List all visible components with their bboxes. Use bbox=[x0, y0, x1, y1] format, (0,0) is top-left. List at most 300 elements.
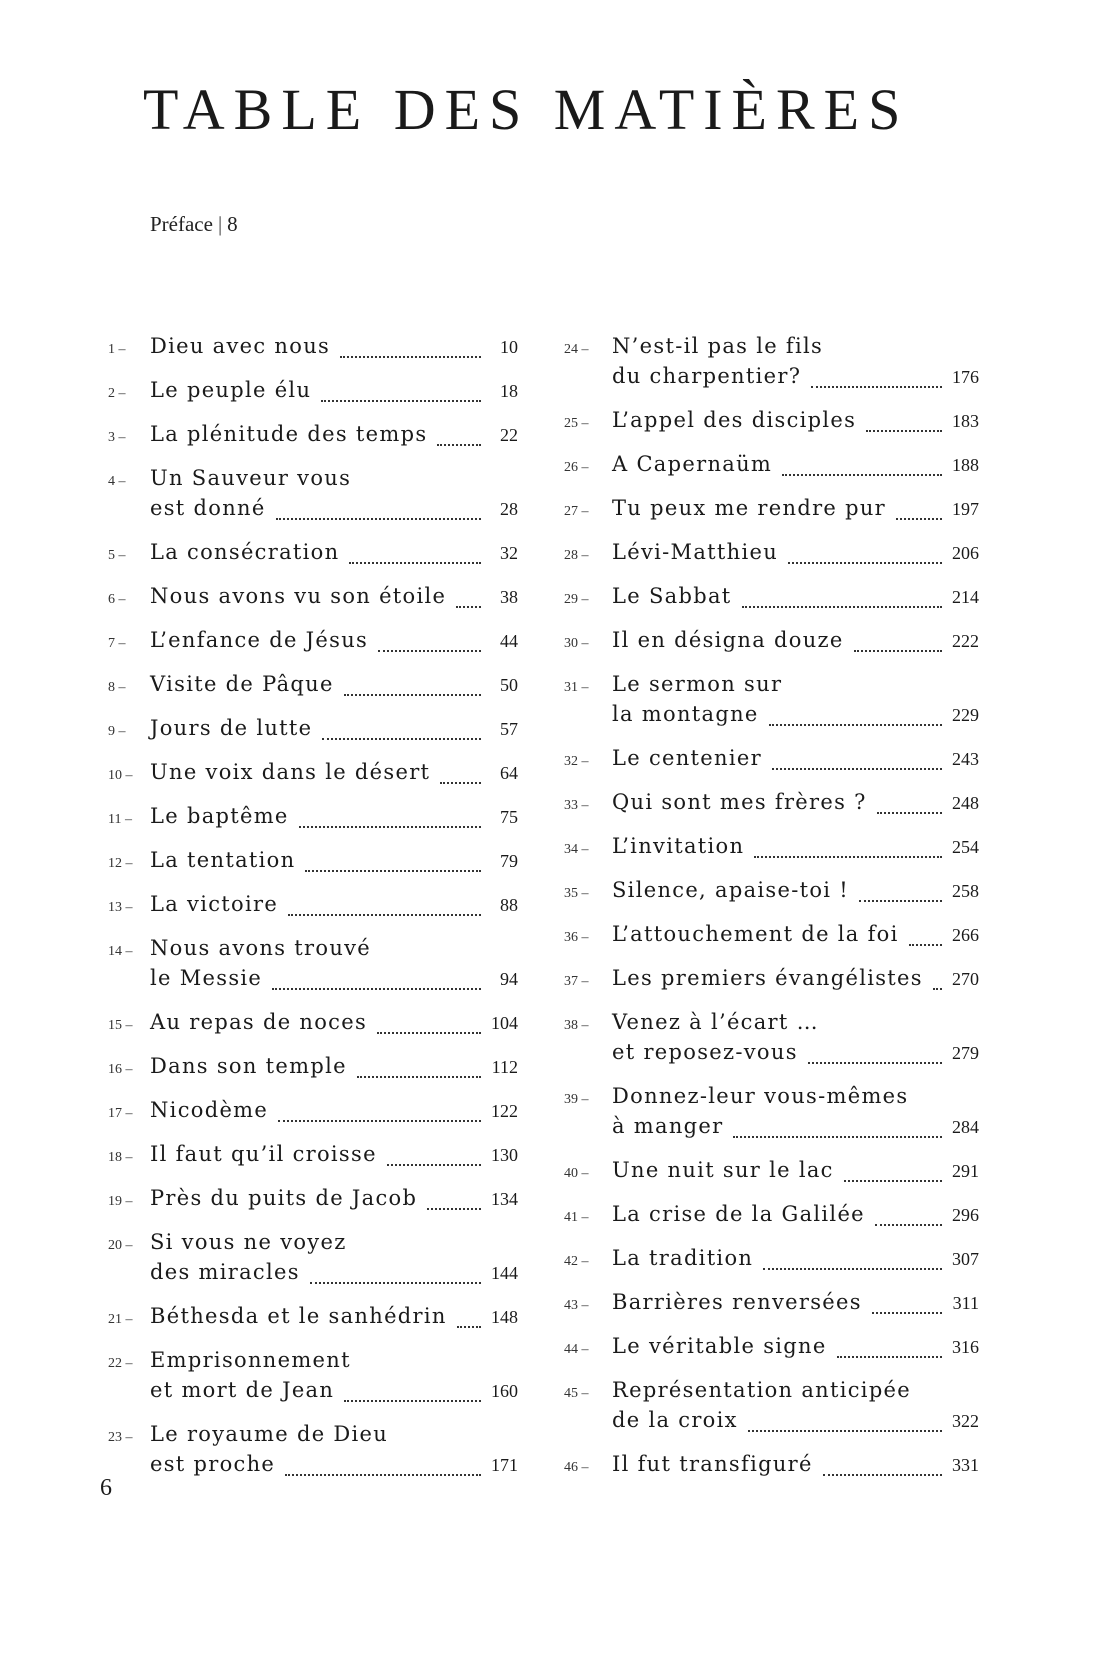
chapter-number: 24 – bbox=[564, 342, 589, 357]
dot-leader bbox=[349, 556, 481, 564]
toc-entry bbox=[564, 1084, 979, 1144]
chapter-title: est proche bbox=[150, 1452, 276, 1476]
chapter-page: 254 bbox=[952, 837, 979, 857]
toc-entry bbox=[564, 408, 979, 438]
toc-entry bbox=[108, 760, 518, 790]
dot-leader bbox=[377, 1026, 481, 1034]
chapter-title: est donné bbox=[150, 496, 266, 520]
toc-entry bbox=[564, 790, 979, 820]
toc-entry bbox=[564, 1158, 979, 1188]
toc-entry-line bbox=[564, 1452, 979, 1482]
toc-entry-line bbox=[108, 1186, 518, 1216]
chapter-title: Un Sauveur vous bbox=[150, 466, 352, 490]
dot-leader bbox=[772, 762, 942, 770]
toc-entry-line bbox=[108, 1348, 518, 1378]
chapter-page: 258 bbox=[952, 881, 979, 901]
chapter-number: 3 – bbox=[108, 430, 126, 445]
chapter-title: Le sermon sur bbox=[612, 672, 783, 696]
dot-leader bbox=[788, 556, 942, 564]
chapter-page: 316 bbox=[952, 1337, 979, 1357]
chapter-title: Barrières renversées bbox=[612, 1290, 862, 1314]
chapter-title: A Capernaüm bbox=[612, 452, 773, 476]
toc-entry bbox=[108, 466, 518, 526]
toc-entry bbox=[564, 334, 979, 394]
chapter-number: 15 – bbox=[108, 1018, 133, 1033]
chapter-number: 1 – bbox=[108, 342, 126, 357]
toc-entry bbox=[564, 1246, 979, 1276]
chapter-title: Le baptême bbox=[150, 804, 289, 828]
dot-leader bbox=[378, 644, 481, 652]
toc-entry-line bbox=[108, 892, 518, 922]
dot-leader bbox=[321, 394, 481, 402]
toc-entry-line bbox=[564, 1290, 979, 1320]
toc-entry-line bbox=[108, 1010, 518, 1040]
toc-entry bbox=[564, 1010, 979, 1070]
toc-entry bbox=[564, 834, 979, 864]
page-number: 6 bbox=[100, 1475, 112, 1501]
toc-entry bbox=[108, 804, 518, 834]
chapter-title: Le véritable signe bbox=[612, 1334, 827, 1358]
chapter-title: Le royaume de Dieu bbox=[150, 1422, 389, 1446]
chapter-number: 12 – bbox=[108, 856, 133, 871]
toc-entry-line bbox=[108, 1304, 518, 1334]
chapter-number: 10 – bbox=[108, 768, 133, 783]
chapter-page: 148 bbox=[491, 1307, 518, 1327]
chapter-page: 160 bbox=[491, 1381, 518, 1401]
toc-entry-line bbox=[564, 672, 979, 702]
dot-leader bbox=[272, 982, 481, 990]
chapter-page: 144 bbox=[491, 1263, 518, 1283]
dot-leader bbox=[769, 718, 942, 726]
dot-leader bbox=[754, 850, 942, 858]
chapter-title: L’attouchement de la foi bbox=[612, 922, 899, 946]
dot-leader bbox=[733, 1130, 942, 1138]
chapter-page: 331 bbox=[952, 1455, 979, 1475]
toc-entry bbox=[108, 1186, 518, 1216]
chapter-page: 222 bbox=[952, 631, 979, 651]
chapter-number: 7 – bbox=[108, 636, 126, 651]
dot-leader bbox=[808, 1056, 942, 1064]
dot-leader bbox=[877, 806, 942, 814]
chapter-page: 291 bbox=[952, 1161, 979, 1181]
chapter-number: 34 – bbox=[564, 842, 589, 857]
toc-entry-line bbox=[564, 1010, 979, 1040]
chapter-title: L’invitation bbox=[612, 834, 745, 858]
chapter-page: 64 bbox=[500, 763, 518, 783]
chapter-number: 6 – bbox=[108, 592, 126, 607]
chapter-title: L’enfance de Jésus bbox=[150, 628, 369, 652]
toc-entry bbox=[564, 1334, 979, 1364]
chapter-number: 44 – bbox=[564, 1342, 589, 1357]
dot-leader bbox=[854, 644, 942, 652]
dot-leader bbox=[811, 380, 942, 388]
dot-leader bbox=[837, 1350, 942, 1358]
chapter-page: 134 bbox=[491, 1189, 518, 1209]
chapter-page: 243 bbox=[952, 749, 979, 769]
toc-entry-line bbox=[564, 628, 979, 658]
chapter-title: de la croix bbox=[612, 1408, 738, 1432]
toc-entry bbox=[564, 1290, 979, 1320]
dot-leader bbox=[859, 894, 942, 902]
toc-entry-line bbox=[108, 378, 518, 408]
dot-leader bbox=[357, 1070, 481, 1078]
chapter-title: des miracles bbox=[150, 1260, 300, 1284]
dot-leader bbox=[310, 1276, 481, 1284]
dot-leader bbox=[285, 1468, 481, 1476]
chapter-page: 130 bbox=[491, 1145, 518, 1165]
chapter-title: et reposez-vous bbox=[612, 1040, 798, 1064]
chapter-page: 75 bbox=[500, 807, 518, 827]
chapter-title: du charpentier? bbox=[612, 364, 802, 388]
chapter-number: 22 – bbox=[108, 1356, 133, 1371]
dot-leader bbox=[322, 732, 481, 740]
toc-entry-line bbox=[108, 466, 518, 496]
chapter-number: 17 – bbox=[108, 1106, 133, 1121]
chapter-page: 229 bbox=[952, 705, 979, 725]
chapter-title: Une voix dans le désert bbox=[150, 760, 431, 784]
toc-entry bbox=[108, 892, 518, 922]
toc-entry-line bbox=[108, 966, 518, 996]
toc-entry-line bbox=[108, 1422, 518, 1452]
chapter-title: Il faut qu’il croisse bbox=[150, 1142, 377, 1166]
chapter-title: Lévi-Matthieu bbox=[612, 540, 779, 564]
toc-entry bbox=[564, 452, 979, 482]
toc-entry bbox=[564, 922, 979, 952]
toc-entry-line bbox=[564, 966, 979, 996]
toc-entry bbox=[108, 716, 518, 746]
dot-leader bbox=[457, 1320, 481, 1328]
toc-entry bbox=[108, 1348, 518, 1408]
dot-leader bbox=[276, 512, 481, 520]
toc-entry bbox=[108, 1304, 518, 1334]
chapter-title: La crise de la Galilée bbox=[612, 1202, 865, 1226]
toc-entry-line bbox=[108, 334, 518, 364]
toc-entry-line bbox=[564, 334, 979, 364]
chapter-page: 22 bbox=[500, 425, 518, 445]
dot-leader bbox=[288, 908, 481, 916]
chapter-title: la montagne bbox=[612, 702, 759, 726]
chapter-title: Le peuple élu bbox=[150, 378, 312, 402]
chapter-title: La tentation bbox=[150, 848, 296, 872]
chapter-title: Dieu avec nous bbox=[150, 334, 331, 358]
dot-leader bbox=[344, 1394, 481, 1402]
chapter-number: 4 – bbox=[108, 474, 126, 489]
chapter-number: 23 – bbox=[108, 1430, 133, 1445]
chapter-number: 33 – bbox=[564, 798, 589, 813]
toc-entry-line bbox=[564, 1202, 979, 1232]
toc-entry-line bbox=[108, 628, 518, 658]
toc-entry-line bbox=[564, 540, 979, 570]
toc-entry-line bbox=[108, 540, 518, 570]
chapter-title: Près du puits de Jacob bbox=[150, 1186, 418, 1210]
chapter-number: 14 – bbox=[108, 944, 133, 959]
toc-entry-line bbox=[108, 1054, 518, 1084]
chapter-title: Il en désigna douze bbox=[612, 628, 844, 652]
toc-entry bbox=[564, 584, 979, 614]
toc-entry bbox=[108, 672, 518, 702]
toc-entry bbox=[108, 1098, 518, 1128]
chapter-number: 5 – bbox=[108, 548, 126, 563]
chapter-number: 42 – bbox=[564, 1254, 589, 1269]
toc-entry-line bbox=[108, 936, 518, 966]
dot-leader bbox=[305, 864, 481, 872]
chapter-page: 44 bbox=[500, 631, 518, 651]
chapter-number: 2 – bbox=[108, 386, 126, 401]
chapter-number: 11 – bbox=[108, 812, 132, 827]
chapter-title: à manger bbox=[612, 1114, 724, 1138]
chapter-title: Les premiers évangélistes bbox=[612, 966, 923, 990]
chapter-number: 19 – bbox=[108, 1194, 133, 1209]
toc-entry bbox=[108, 1054, 518, 1084]
preface-label: Préface bbox=[150, 212, 213, 236]
preface-entry bbox=[150, 212, 238, 237]
dot-leader bbox=[440, 776, 481, 784]
toc-entry bbox=[108, 584, 518, 614]
chapter-page: 183 bbox=[952, 411, 979, 431]
chapter-title: Nous avons vu son étoile bbox=[150, 584, 447, 608]
chapter-title: La tradition bbox=[612, 1246, 754, 1270]
dot-leader bbox=[742, 600, 943, 608]
chapter-title: Au repas de noces bbox=[150, 1010, 368, 1034]
toc-entry-line bbox=[564, 1334, 979, 1364]
toc-entry-line bbox=[564, 878, 979, 908]
chapter-number: 26 – bbox=[564, 460, 589, 475]
chapter-title: Donnez-leur vous-mêmes bbox=[612, 1084, 909, 1108]
toc-entry-line bbox=[564, 1084, 979, 1114]
toc-entry bbox=[564, 966, 979, 996]
toc-left-column bbox=[108, 334, 518, 1496]
dot-leader bbox=[823, 1468, 942, 1476]
dot-leader bbox=[437, 438, 481, 446]
dot-leader bbox=[340, 350, 481, 358]
chapter-title: Béthesda et le sanhédrin bbox=[150, 1304, 447, 1328]
chapter-title: Jours de lutte bbox=[150, 716, 313, 740]
toc-entry bbox=[108, 334, 518, 364]
chapter-number: 36 – bbox=[564, 930, 589, 945]
chapter-number: 27 – bbox=[564, 504, 589, 519]
toc-entry-line bbox=[108, 848, 518, 878]
chapter-page: 296 bbox=[952, 1205, 979, 1225]
chapter-title: Qui sont mes frères ? bbox=[612, 790, 867, 814]
chapter-title: Tu peux me rendre pur bbox=[612, 496, 887, 520]
chapter-page: 28 bbox=[500, 499, 518, 519]
toc-entry-line bbox=[108, 584, 518, 614]
toc-entry-line bbox=[108, 672, 518, 702]
chapter-title: Venez à l’écart … bbox=[612, 1010, 819, 1034]
toc-entry-line bbox=[564, 1040, 979, 1070]
chapter-page: 322 bbox=[952, 1411, 979, 1431]
chapter-page: 10 bbox=[500, 337, 518, 357]
chapter-number: 38 – bbox=[564, 1018, 589, 1033]
toc-entry-line bbox=[564, 1158, 979, 1188]
chapter-page: 171 bbox=[491, 1455, 518, 1475]
dot-leader bbox=[875, 1218, 942, 1226]
toc-entry bbox=[564, 1452, 979, 1482]
chapter-title: Représentation anticipée bbox=[612, 1378, 912, 1402]
toc-entry-line bbox=[564, 364, 979, 394]
chapter-number: 18 – bbox=[108, 1150, 133, 1165]
toc-entry-line bbox=[564, 702, 979, 732]
chapter-page: 104 bbox=[491, 1013, 518, 1033]
toc-entry-line bbox=[108, 804, 518, 834]
toc-entry bbox=[108, 628, 518, 658]
chapter-number: 41 – bbox=[564, 1210, 589, 1225]
chapter-number: 35 – bbox=[564, 886, 589, 901]
chapter-title: Le centenier bbox=[612, 746, 762, 770]
chapter-title: La consécration bbox=[150, 540, 340, 564]
toc-entry-line bbox=[108, 760, 518, 790]
dot-leader bbox=[278, 1114, 481, 1122]
toc-entry-line bbox=[564, 922, 979, 952]
chapter-page: 188 bbox=[952, 455, 979, 475]
chapter-page: 88 bbox=[500, 895, 518, 915]
chapter-title: Emprisonnement bbox=[150, 1348, 351, 1372]
chapter-title: et mort de Jean bbox=[150, 1378, 335, 1402]
toc-entry bbox=[108, 540, 518, 570]
chapter-page: 32 bbox=[500, 543, 518, 563]
dot-leader bbox=[763, 1262, 942, 1270]
chapter-number: 43 – bbox=[564, 1298, 589, 1313]
toc-entry bbox=[564, 540, 979, 570]
page-title: TABLE DES MATIÈRES bbox=[143, 77, 910, 142]
chapter-number: 8 – bbox=[108, 680, 126, 695]
dot-leader bbox=[782, 468, 942, 476]
chapter-number: 30 – bbox=[564, 636, 589, 651]
chapter-page: 57 bbox=[500, 719, 518, 739]
chapter-page: 248 bbox=[952, 793, 979, 813]
dot-leader bbox=[427, 1202, 481, 1210]
toc-entry bbox=[564, 496, 979, 526]
toc-entry-line bbox=[108, 1260, 518, 1290]
chapter-title: Si vous ne voyez bbox=[150, 1230, 347, 1254]
chapter-title: Le Sabbat bbox=[612, 584, 732, 608]
chapter-title: le Messie bbox=[150, 966, 263, 990]
chapter-title: Nicodème bbox=[150, 1098, 269, 1122]
dot-leader bbox=[866, 424, 942, 432]
toc-entry-line bbox=[564, 584, 979, 614]
chapter-page: 38 bbox=[500, 587, 518, 607]
chapter-number: 9 – bbox=[108, 724, 126, 739]
dot-leader bbox=[896, 512, 942, 520]
dot-leader bbox=[299, 820, 481, 828]
toc-entry bbox=[564, 878, 979, 908]
dot-leader bbox=[748, 1424, 942, 1432]
chapter-title: Il fut transfiguré bbox=[612, 1452, 813, 1476]
toc-right-column bbox=[564, 334, 979, 1496]
chapter-title: La plénitude des temps bbox=[150, 422, 428, 446]
toc-entry-line bbox=[108, 1378, 518, 1408]
chapter-page: 206 bbox=[952, 543, 979, 563]
chapter-number: 31 – bbox=[564, 680, 589, 695]
toc-entry-line bbox=[108, 496, 518, 526]
dot-leader bbox=[909, 938, 942, 946]
chapter-page: 279 bbox=[952, 1043, 979, 1063]
chapter-page: 284 bbox=[952, 1117, 979, 1137]
toc-entry bbox=[564, 746, 979, 776]
toc-entry-line bbox=[564, 1378, 979, 1408]
chapter-number: 45 – bbox=[564, 1386, 589, 1401]
toc-entry-line bbox=[108, 716, 518, 746]
chapter-number: 16 – bbox=[108, 1062, 133, 1077]
toc-entry-line bbox=[564, 452, 979, 482]
toc-entry-line bbox=[564, 834, 979, 864]
chapter-title: Silence, apaise-toi ! bbox=[612, 878, 850, 902]
toc-entry-line bbox=[564, 408, 979, 438]
chapter-title: L’appel des disciples bbox=[612, 408, 857, 432]
toc-entry bbox=[108, 1010, 518, 1040]
chapter-title: N’est-il pas le fils bbox=[612, 334, 824, 358]
toc-entry-line bbox=[108, 1230, 518, 1260]
preface-page: 8 bbox=[227, 212, 238, 236]
toc-entry bbox=[108, 848, 518, 878]
chapter-page: 122 bbox=[491, 1101, 518, 1121]
dot-leader bbox=[844, 1174, 942, 1182]
toc-entry bbox=[108, 1230, 518, 1290]
chapter-page: 266 bbox=[952, 925, 979, 945]
chapter-title: Une nuit sur le lac bbox=[612, 1158, 834, 1182]
chapter-number: 40 – bbox=[564, 1166, 589, 1181]
preface-separator: | bbox=[217, 212, 223, 236]
chapter-title: La victoire bbox=[150, 892, 279, 916]
dot-leader bbox=[872, 1306, 942, 1314]
chapter-number: 37 – bbox=[564, 974, 589, 989]
toc-entry-line bbox=[564, 746, 979, 776]
toc-entry bbox=[564, 1378, 979, 1438]
chapter-page: 270 bbox=[952, 969, 979, 989]
chapter-number: 32 – bbox=[564, 754, 589, 769]
toc-entry bbox=[564, 1202, 979, 1232]
chapter-number: 13 – bbox=[108, 900, 133, 915]
dot-leader bbox=[933, 982, 942, 990]
dot-leader bbox=[344, 688, 481, 696]
chapter-number: 25 – bbox=[564, 416, 589, 431]
toc-entry-line bbox=[564, 1408, 979, 1438]
toc-entry-line bbox=[564, 496, 979, 526]
toc-entry bbox=[108, 1142, 518, 1172]
chapter-page: 79 bbox=[500, 851, 518, 871]
toc-entry bbox=[108, 422, 518, 452]
toc-entry-line bbox=[108, 422, 518, 452]
toc-entry-line bbox=[564, 790, 979, 820]
chapter-page: 176 bbox=[952, 367, 979, 387]
chapter-number: 20 – bbox=[108, 1238, 133, 1253]
chapter-number: 29 – bbox=[564, 592, 589, 607]
chapter-title: Dans son temple bbox=[150, 1054, 347, 1078]
toc-entry bbox=[564, 628, 979, 658]
toc-entry bbox=[108, 936, 518, 996]
toc-entry-line bbox=[564, 1114, 979, 1144]
chapter-page: 311 bbox=[952, 1293, 979, 1313]
dot-leader bbox=[456, 600, 481, 608]
chapter-page: 214 bbox=[952, 587, 979, 607]
dot-leader bbox=[387, 1158, 481, 1166]
toc-entry bbox=[108, 1422, 518, 1482]
chapter-title: Visite de Pâque bbox=[150, 672, 334, 696]
chapter-number: 39 – bbox=[564, 1092, 589, 1107]
toc-entry bbox=[108, 378, 518, 408]
chapter-page: 50 bbox=[500, 675, 518, 695]
chapter-number: 46 – bbox=[564, 1460, 589, 1475]
toc-entry-line bbox=[108, 1142, 518, 1172]
chapter-page: 307 bbox=[952, 1249, 979, 1269]
chapter-number: 21 – bbox=[108, 1312, 133, 1327]
chapter-number: 28 – bbox=[564, 548, 589, 563]
chapter-page: 18 bbox=[500, 381, 518, 401]
chapter-page: 94 bbox=[500, 969, 518, 989]
toc-entry-line bbox=[108, 1452, 518, 1482]
chapter-page: 197 bbox=[952, 499, 979, 519]
toc-entry-line bbox=[108, 1098, 518, 1128]
